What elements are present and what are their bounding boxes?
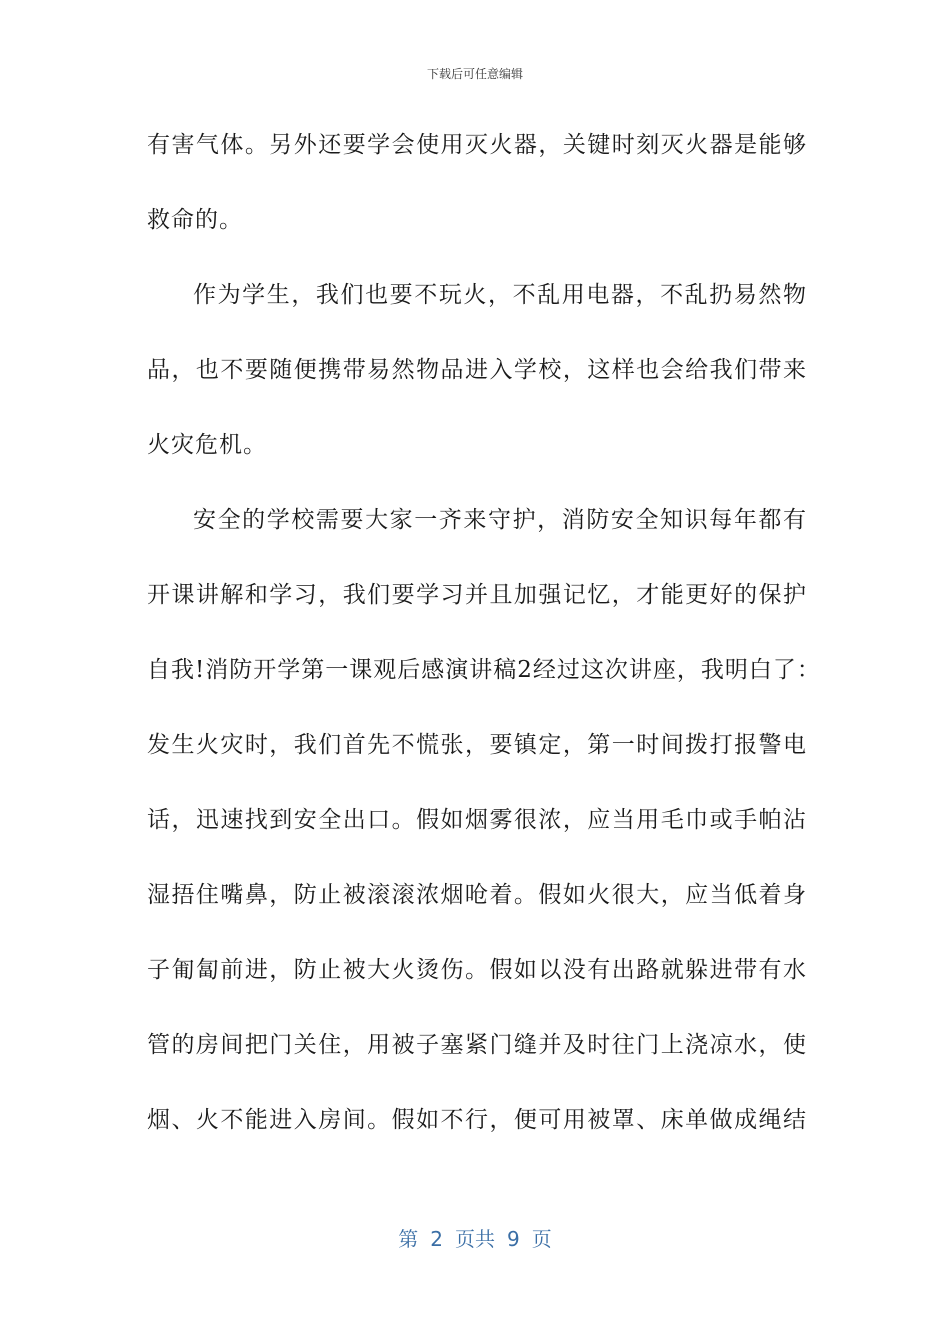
page-header-note: 下载后可任意编辑 xyxy=(426,67,523,81)
text-line: 子匍匐前进，防止被大火烫伤。假如以没有出路就躲进带有水 xyxy=(147,957,807,983)
footer-current-page: 2 xyxy=(430,1227,443,1251)
text-line: 品，也不要随便携带易然物品进入学校，这样也会给我们带来 xyxy=(147,357,807,383)
text-line: 话，迅速找到安全出口。假如烟雾很浓，应当用毛巾或手帕沾 xyxy=(147,807,807,833)
text-line: 安全的学校需要大家一齐来守护，消防安全知识每年都有 xyxy=(193,507,807,533)
page-footer xyxy=(0,1226,950,1252)
text-line: 烟、火不能进入房间。假如不行，便可用被罩、床单做成绳结 xyxy=(147,1107,807,1133)
text-line: 发生火灾时，我们首先不慌张，要镇定，第一时间拨打报警电 xyxy=(147,732,807,758)
footer-label-end: 页 xyxy=(531,1227,552,1251)
footer-total-pages: 9 xyxy=(507,1227,520,1251)
footer-label-page: 第 xyxy=(398,1227,419,1251)
text-line: 开课讲解和学习，我们要学习并且加强记忆，才能更好的保护 xyxy=(147,582,807,608)
text-line: 管的房间把门关住，用被子塞紧门缝并及时往门上浇凉水，使 xyxy=(147,1032,807,1058)
text-line: 作为学生，我们也要不玩火，不乱用电器，不乱扔易然物 xyxy=(193,282,807,308)
text-line: 湿捂住嘴鼻，防止被滚滚浓烟呛着。假如火很大，应当低着身 xyxy=(147,882,807,908)
text-line: 有害气体。另外还要学会使用灭火器，关键时刻灭火器是能够 xyxy=(147,132,807,158)
text-line: 救命的。 xyxy=(147,207,243,233)
footer-label-of: 页共 xyxy=(455,1227,495,1251)
text-line: 自我!消防开学第一课观后感演讲稿2经过这次讲座，我明白了： xyxy=(147,657,821,683)
text-line: 火灾危机。 xyxy=(147,432,267,458)
